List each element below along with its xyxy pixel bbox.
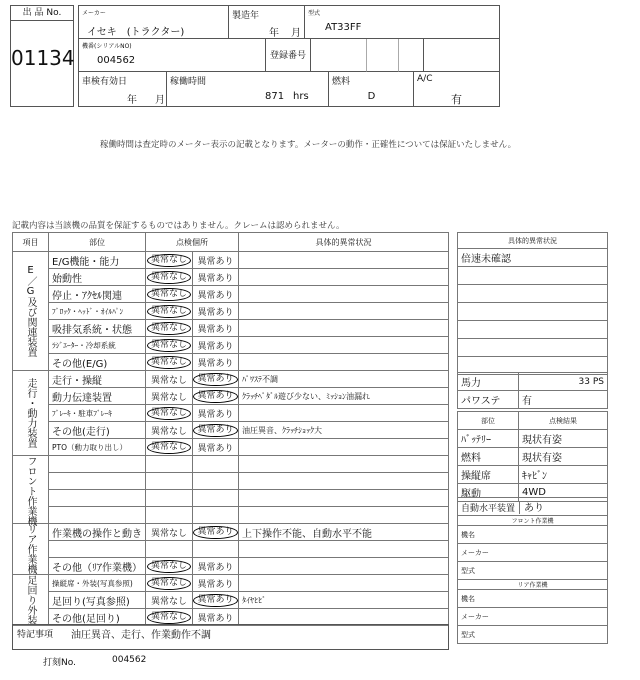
- detail-row: [458, 321, 608, 339]
- table-row: [13, 405, 449, 422]
- table-row: [13, 507, 449, 524]
- year-cell: [229, 6, 305, 39]
- detail-text: [239, 337, 449, 354]
- table-row: [13, 592, 449, 609]
- part-label: [49, 456, 146, 473]
- part-label: [49, 473, 146, 490]
- abnormality-option[interactable]: [193, 286, 239, 303]
- no-abnormality-option[interactable]: [146, 507, 193, 524]
- no-abnormality-label: 異常なし: [150, 528, 187, 539]
- result-value: ｷｬﾋﾞﾝ: [519, 466, 608, 484]
- part-label: 操縦席: [458, 466, 519, 484]
- part-label: その他（ﾘｱ作業機）: [49, 558, 146, 575]
- detail-text: [239, 609, 449, 626]
- no-abnormality-option[interactable]: [146, 269, 193, 286]
- table-row: [13, 456, 449, 473]
- ac-cell: [414, 72, 499, 106]
- ac-label: A/C: [417, 74, 433, 84]
- auto-level-label-text: 自動水平装置: [458, 501, 520, 514]
- detail-text: [239, 303, 449, 320]
- rear-implement-field-label: 型式: [458, 626, 608, 644]
- no-abnormality-option[interactable]: [146, 609, 193, 626]
- registration-cell-2: [367, 39, 399, 72]
- detail-text: [239, 320, 449, 337]
- abnormality-option[interactable]: [193, 456, 239, 473]
- no-abnormality-option[interactable]: [146, 337, 193, 354]
- no-abnormality-option[interactable]: [146, 490, 193, 507]
- detail-text: [239, 439, 449, 456]
- detail-text: [239, 405, 449, 422]
- hours-value: 871: [265, 91, 285, 102]
- result-header: 点検結果: [519, 412, 608, 430]
- table-row: [13, 337, 449, 354]
- abnormality-option[interactable]: [193, 524, 239, 541]
- result-value: 4WD: [519, 484, 608, 502]
- year-unit: 年: [269, 28, 279, 39]
- abnormality-option[interactable]: [193, 354, 239, 371]
- table-row: [13, 422, 449, 439]
- detail-row: [458, 249, 608, 267]
- abnormality-option[interactable]: [193, 422, 239, 439]
- rear-implement-row: [458, 590, 608, 608]
- table-header-row: [13, 233, 449, 252]
- stamp-number: 004562: [112, 655, 147, 665]
- part-label: ﾌﾞﾛｯｸ・ﾍｯﾄﾞ・ｵｲﾙﾊﾟﾝ: [49, 303, 146, 320]
- registration-label-cell: [266, 39, 311, 72]
- inspection-month-unit: 月: [155, 95, 165, 106]
- detail-text: 上下操作不能、自動水平不能: [239, 524, 449, 541]
- no-abnormality-option[interactable]: [146, 303, 193, 320]
- no-abnormality-option[interactable]: [146, 354, 193, 371]
- abnormality-option[interactable]: [193, 337, 239, 354]
- inspection-table: [12, 232, 449, 626]
- abnormality-label: 異常あり: [197, 409, 234, 420]
- abnormality-option[interactable]: [193, 473, 239, 490]
- no-abnormality-label: 異常なし: [147, 407, 191, 420]
- part-label: [49, 541, 146, 558]
- part-label: ﾗｼﾞｴｰﾀｰ・冷却系統: [49, 337, 146, 354]
- stamp-label: 打刻No.: [43, 658, 76, 668]
- abnormality-option[interactable]: [193, 575, 239, 592]
- detail-text: ﾊﾟﾜｽﾃ不調: [239, 371, 449, 388]
- no-abnormality-label: 異常なし: [147, 611, 191, 624]
- right-detail-header: 具体的異常状況: [458, 233, 608, 249]
- detail-text: [458, 285, 608, 303]
- front-implement-field-label: 型式: [458, 562, 608, 580]
- registration-cell-4: [424, 39, 499, 72]
- registration-cell-1: [311, 39, 367, 72]
- header-category: 項目: [13, 233, 49, 252]
- abnormality-label: 異常あり: [197, 358, 234, 369]
- part-label: PTO（動力取り出し）: [49, 439, 146, 456]
- rear-implement-header-row: [458, 580, 608, 590]
- inspection-year-unit: 年: [127, 95, 137, 106]
- table-row: [13, 439, 449, 456]
- detail-text: 油圧異音、ｸﾗｯﾁｼｮｯｸ大: [239, 422, 449, 439]
- detail-text: ﾀｲﾔﾋﾋﾞ: [239, 592, 449, 609]
- abnormality-label: 異常あり: [197, 307, 234, 318]
- detail-text: [239, 541, 449, 558]
- table-row: [13, 320, 449, 337]
- no-abnormality-option[interactable]: [146, 252, 193, 269]
- implement-table: [457, 497, 608, 644]
- detail-row: [458, 339, 608, 357]
- lot-number: 01134: [11, 46, 75, 70]
- abnormality-option[interactable]: [193, 252, 239, 269]
- parts-row: [458, 466, 608, 484]
- no-abnormality-label: 異常なし: [150, 426, 187, 437]
- abnormality-label: 異常あり: [197, 273, 234, 284]
- table-row: [13, 269, 449, 286]
- detail-text: [458, 267, 608, 285]
- header-check: 点検個所: [146, 233, 239, 252]
- detail-text: [239, 286, 449, 303]
- no-abnormality-option[interactable]: [146, 456, 193, 473]
- fuel-cell: [329, 72, 414, 106]
- auto-level-label: [458, 498, 608, 516]
- no-abnormality-label: 異常なし: [147, 322, 191, 335]
- table-row: [13, 354, 449, 371]
- part-label: 燃料: [458, 448, 519, 466]
- front-implement-row: [458, 544, 608, 562]
- no-abnormality-label: 異常なし: [147, 577, 191, 590]
- part-label: ﾌﾞﾚｰｷ・駐車ﾌﾞﾚｰｷ: [49, 405, 146, 422]
- result-value: 現状有姿: [519, 448, 608, 466]
- parts-table: [457, 411, 608, 502]
- detail-text: [239, 490, 449, 507]
- maker-label: メーカー: [82, 10, 106, 17]
- table-row: [13, 286, 449, 303]
- abnormality-label: 異常あり: [197, 443, 234, 454]
- detail-text: [239, 354, 449, 371]
- no-abnormality-label: 異常なし: [147, 271, 191, 284]
- registration-cell-3: [399, 39, 424, 72]
- no-abnormality-option[interactable]: [146, 592, 193, 609]
- year-label: 製造年: [232, 11, 260, 21]
- abnormality-label: 異常あり: [193, 594, 237, 607]
- no-abnormality-option[interactable]: [146, 524, 193, 541]
- category-label: フロント作業機: [13, 456, 49, 524]
- remarks-label: 特記事項: [17, 630, 54, 640]
- model-label: 型式: [308, 10, 321, 17]
- lot-label: 出 品 No.: [11, 6, 73, 21]
- front-implement-header: フロント作業機: [458, 516, 608, 526]
- abnormality-label: 異常あり: [197, 324, 234, 335]
- part-label: [49, 507, 146, 524]
- abnormality-label: 異常あり: [193, 526, 237, 539]
- abnormality-label: 異常あり: [197, 562, 234, 573]
- part-label: 作業機の操作と動き: [49, 524, 146, 541]
- part-label: 足回り(写真参照): [49, 592, 146, 609]
- detail-row: [458, 285, 608, 303]
- ac-value: 有: [451, 93, 462, 106]
- table-row: [13, 371, 449, 388]
- abnormality-option[interactable]: [193, 541, 239, 558]
- detail-row: [458, 267, 608, 285]
- abnormality-option[interactable]: [193, 371, 239, 388]
- category-label: リア作業機: [13, 524, 49, 575]
- power-row: [458, 373, 608, 391]
- abnormality-option[interactable]: [193, 405, 239, 422]
- parts-header: 部位: [458, 412, 519, 430]
- table-row: [13, 541, 449, 558]
- part-label: E/G機能・能力: [49, 252, 146, 269]
- category-label: 足回り外装: [13, 575, 49, 626]
- abnormality-option[interactable]: [193, 303, 239, 320]
- front-implement-field-label: メーカー: [458, 544, 608, 562]
- remarks-value: 油圧異音、走行、作業動作不調: [71, 630, 211, 641]
- power-steering-label: パワステ: [458, 391, 519, 409]
- no-abnormality-option[interactable]: [146, 320, 193, 337]
- detail-text: [239, 252, 449, 269]
- table-row: [13, 609, 449, 626]
- registration-label: 登録番号: [270, 51, 307, 61]
- part-label: 吸排気系統・状態: [49, 320, 146, 337]
- result-value: 現状有姿: [519, 430, 608, 448]
- serial-cell: [79, 39, 266, 72]
- hours-notice: 稼働時間は査定時のメーター表示の記載となります。メーターの動作・正確性については保証いたしません。: [100, 140, 517, 150]
- part-label: 停止・ｱｸｾﾙ関連: [49, 286, 146, 303]
- abnormality-label: 異常あり: [193, 390, 237, 403]
- power-value: 33 PS: [519, 373, 608, 391]
- inspection-cell: [79, 72, 167, 106]
- detail-text: [239, 507, 449, 524]
- part-label: 操縦席・外装(写真参照): [49, 575, 146, 592]
- abnormality-option[interactable]: [193, 490, 239, 507]
- lot-box: [10, 5, 74, 107]
- rear-implement-field-label: メーカー: [458, 608, 608, 626]
- model-cell: [305, 6, 499, 39]
- abnormality-label: 異常あり: [193, 373, 237, 386]
- maker-value: イセキ (トラクター): [87, 27, 185, 38]
- table-row: [13, 575, 449, 592]
- category-label: E／G及び関連装置: [13, 252, 49, 371]
- hours-label: 稼働時間: [170, 77, 207, 87]
- no-abnormality-label: 異常なし: [150, 375, 187, 386]
- detail-text: [239, 473, 449, 490]
- no-abnormality-option[interactable]: [146, 473, 193, 490]
- no-abnormality-option[interactable]: [146, 439, 193, 456]
- no-abnormality-option[interactable]: [146, 575, 193, 592]
- abnormality-label: 異常あり: [197, 290, 234, 301]
- hours-unit: hrs: [293, 91, 309, 102]
- abnormality-label: 異常あり: [193, 424, 237, 437]
- power-steering-row: [458, 391, 608, 409]
- part-label: その他(足回り): [49, 609, 146, 626]
- front-implement-header-row: [458, 516, 608, 526]
- part-label: 始動性: [49, 269, 146, 286]
- maker-cell: [79, 6, 229, 39]
- no-abnormality-label: 異常なし: [147, 560, 191, 573]
- rear-implement-row: [458, 626, 608, 644]
- abnormality-label: 異常あり: [197, 256, 234, 267]
- rear-implement-row: [458, 608, 608, 626]
- table-row: [13, 388, 449, 405]
- rear-implement-field-label: 機名: [458, 590, 608, 608]
- no-abnormality-option[interactable]: [146, 541, 193, 558]
- no-abnormality-option[interactable]: [146, 388, 193, 405]
- detail-text: 倍速未確認: [458, 249, 608, 267]
- no-abnormality-label: 異常なし: [150, 392, 187, 403]
- table-row: [13, 473, 449, 490]
- part-label: 駆動: [458, 484, 519, 502]
- quality-disclaimer: 記載内容は当該機の品質を保証するものではありません。クレームは認められません。: [12, 221, 345, 231]
- abnormality-label: 異常あり: [197, 579, 234, 590]
- detail-text: ｸﾗｯﾁﾍﾟﾀﾞﾙ遊び少ない、ﾐｯｼｮﾝ油漏れ: [239, 388, 449, 405]
- detail-text: [458, 339, 608, 357]
- table-row: [13, 252, 449, 269]
- front-implement-row: [458, 562, 608, 580]
- serial-label: 機番(シリアルNO): [82, 43, 132, 50]
- parts-row: [458, 448, 608, 466]
- category-label: 走行・動力装置: [13, 371, 49, 456]
- detail-text: [239, 456, 449, 473]
- remarks-box: [12, 624, 449, 650]
- abnormality-label: 異常あり: [197, 613, 234, 624]
- part-label: 動力伝達装置: [49, 388, 146, 405]
- no-abnormality-label: 異常なし: [147, 288, 191, 301]
- no-abnormality-label: 異常なし: [147, 254, 191, 267]
- header-detail: 具体的異常状況: [239, 233, 449, 252]
- abnormality-option[interactable]: [193, 269, 239, 286]
- front-implement-field-label: 機名: [458, 526, 608, 544]
- part-label: その他(E/G): [49, 354, 146, 371]
- power-table: [457, 372, 608, 409]
- table-row: [13, 524, 449, 541]
- month-unit: 月: [291, 28, 301, 39]
- table-row: [13, 558, 449, 575]
- no-abnormality-option[interactable]: [146, 558, 193, 575]
- part-label: [49, 490, 146, 507]
- abnormality-option[interactable]: [193, 320, 239, 337]
- table-row: [13, 303, 449, 320]
- serial-value: 004562: [97, 55, 136, 66]
- no-abnormality-label: 異常なし: [147, 356, 191, 369]
- abnormality-option[interactable]: [193, 439, 239, 456]
- abnormality-option[interactable]: [193, 507, 239, 524]
- no-abnormality-label: 異常なし: [147, 339, 191, 352]
- auto-level-value: あり: [524, 503, 544, 514]
- parts-row: [458, 430, 608, 448]
- header-part: 部位: [49, 233, 146, 252]
- rear-implement-header: リア作業機: [458, 580, 608, 590]
- model-value: AT33FF: [325, 22, 362, 33]
- table-row: [13, 490, 449, 507]
- part-label: その他(走行): [49, 422, 146, 439]
- fuel-value: D: [367, 91, 376, 102]
- power-label: 馬力: [458, 373, 519, 391]
- no-abnormality-option[interactable]: [146, 371, 193, 388]
- hours-cell: [167, 72, 329, 106]
- abnormality-label: 異常あり: [197, 341, 234, 352]
- no-abnormality-option[interactable]: [146, 422, 193, 439]
- part-label: ﾊﾞｯﾃﾘｰ: [458, 430, 519, 448]
- abnormality-option[interactable]: [193, 592, 239, 609]
- abnormality-option[interactable]: [193, 388, 239, 405]
- inspection-label: 車検有効日: [82, 77, 128, 87]
- detail-row: [458, 303, 608, 321]
- no-abnormality-label: 異常なし: [147, 305, 191, 318]
- abnormality-option[interactable]: [193, 609, 239, 626]
- part-label: 走行・操縦: [49, 371, 146, 388]
- no-abnormality-option[interactable]: [146, 405, 193, 422]
- right-detail-table: [457, 232, 608, 375]
- power-steering-value: 有: [519, 391, 608, 409]
- detail-text: [458, 321, 608, 339]
- no-abnormality-label: 異常なし: [150, 596, 187, 607]
- no-abnormality-option[interactable]: [146, 286, 193, 303]
- vehicle-info-box: [78, 5, 500, 107]
- detail-text: [239, 558, 449, 575]
- detail-text: [239, 575, 449, 592]
- detail-text: [458, 303, 608, 321]
- front-implement-row: [458, 526, 608, 544]
- abnormality-option[interactable]: [193, 558, 239, 575]
- fuel-label: 燃料: [332, 77, 351, 87]
- detail-text: [239, 269, 449, 286]
- no-abnormality-label: 異常なし: [147, 441, 191, 454]
